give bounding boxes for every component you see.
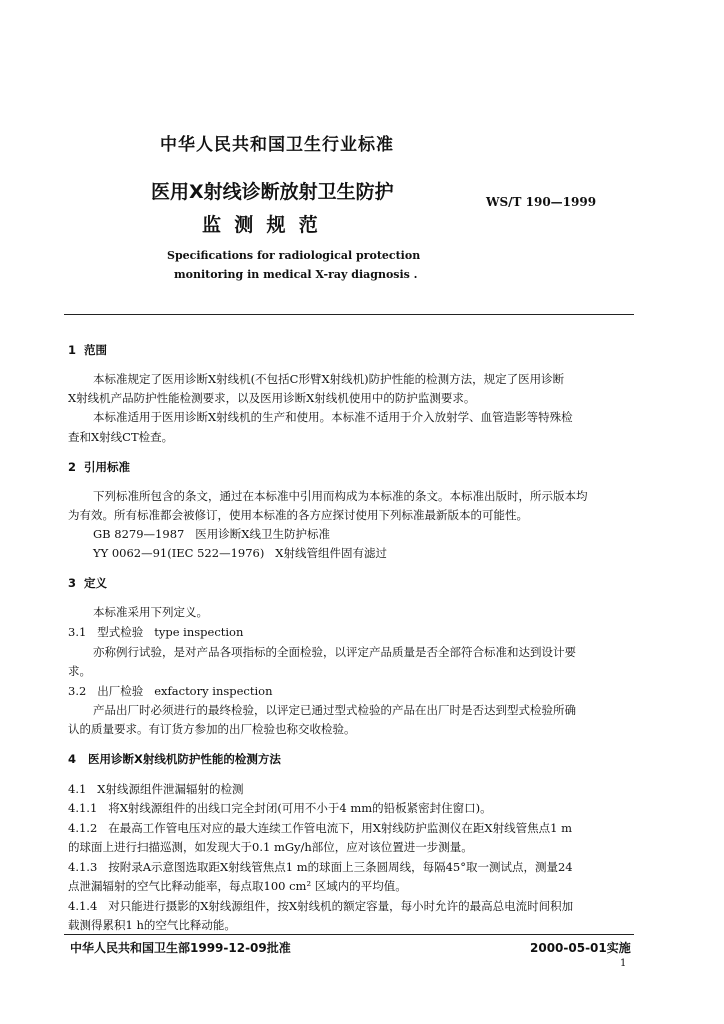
clause-4-1: 4.1 X射线源组件泄漏辐射的检测	[68, 782, 244, 796]
standard-category: 中华人民共和国卫生行业标准	[160, 135, 394, 155]
section-3-text: 本标准采用下列定义。	[93, 605, 208, 619]
section-3-heading: 3 定义	[68, 576, 108, 590]
english-title-line1: Specifications for radiological protection	[167, 249, 421, 262]
clause-4-1-2: 的球面上进行扫描巡测，如发现大于0.1 mGy/h部位，应对该位置进一步测量。	[68, 840, 473, 854]
section-2-text: 为有效。所有标准都会被修订，使用本标准的各方应探讨使用下列标准最新版本的可能性。	[68, 508, 528, 522]
document-title-line2: 监 测 规 范	[202, 214, 318, 236]
clause-4-1-4: 4.1.4 对只能进行摄影的X射线源组件，按X射线机的额定容量，每小时允许的最高总电流时间积加	[68, 899, 574, 913]
definition-3-2-text: 产品出厂时必须进行的最终检验，以评定已通过型式检验的产品在出厂时是否达到型式检验所确	[93, 703, 576, 717]
clause-4-1-3: 4.1.3 按附录A示意图选取距X射线管焦点1 m的球面上三条圆周线，每隔45°取一测试点，测量24	[68, 860, 573, 874]
definition-3-2-text: 认的质量要求。有订货方参加的出厂检验也称交收检验。	[68, 722, 356, 736]
section-2-text: 下列标准所包含的条文，通过在本标准中引用而构成为本标准的条文。本标准出版时，所示版本均	[93, 489, 588, 503]
reference-yy0062: YY 0062—91(IEC 522—1976) X射线管组件固有滤过	[93, 546, 387, 560]
document-title-line1: 医用X射线诊断放射卫生防护	[151, 181, 394, 203]
standard-number: WS/T 190—1999	[486, 195, 597, 209]
definition-3-1-text: 求。	[68, 664, 91, 678]
header-divider	[64, 314, 634, 315]
definition-3-1-heading: 3.1 型式检验 type inspection	[68, 625, 244, 639]
definition-3-1-text: 亦称例行试验，是对产品各项指标的全面检验，以评定产品质量是否全部符合标准和达到设计要	[93, 645, 576, 659]
footer-divider	[64, 934, 634, 935]
clause-4-1-4: 载测得累积1 h的空气比释动能。	[68, 918, 236, 932]
definition-3-2-heading: 3.2 出厂检验 exfactory inspection	[68, 684, 273, 698]
english-title-line2: monitoring in medical X-ray diagnosis .	[174, 268, 418, 281]
section-1-text: X射线机产品防护性能检测要求，以及医用诊断X射线机使用中的防护监测要求。	[68, 391, 476, 405]
approval-note: 中华人民共和国卫生部1999-12-09批准	[70, 941, 291, 955]
section-1-text: 本标准适用于医用诊断X射线机的生产和使用。本标准不适用于介入放射学、血管造影等特殊检	[93, 410, 573, 424]
clause-4-1-3: 点泄漏辐射的空气比释动能率，每点取100 cm² 区域内的平均值。	[68, 879, 407, 893]
section-4-heading: 4 医用诊断X射线机防护性能的检测方法	[68, 752, 281, 766]
reference-gb8279: GB 8279—1987 医用诊断X线卫生防护标准	[93, 527, 330, 541]
clause-4-1-2: 4.1.2 在最高工作管电压对应的最大连续工作管电流下，用X射线防护监测仪在距X射线管焦点1 m	[68, 821, 572, 835]
section-1-heading: 1 范围	[68, 343, 108, 357]
clause-4-1-1: 4.1.1 将X射线源组件的出线口完全封闭(可用不小于4 mm的铅板紧密封住窗口)。	[68, 801, 492, 815]
section-1-text: 本标准规定了医用诊断X射线机(不包括C形臂X射线机)防护性能的检测方法，规定了医用诊断	[93, 372, 565, 386]
implementation-date: 2000-05-01实施	[530, 941, 631, 955]
page-number: 1	[620, 958, 627, 969]
section-2-heading: 2 引用标准	[68, 460, 131, 474]
section-1-text: 查和X射线CT检查。	[68, 430, 174, 444]
